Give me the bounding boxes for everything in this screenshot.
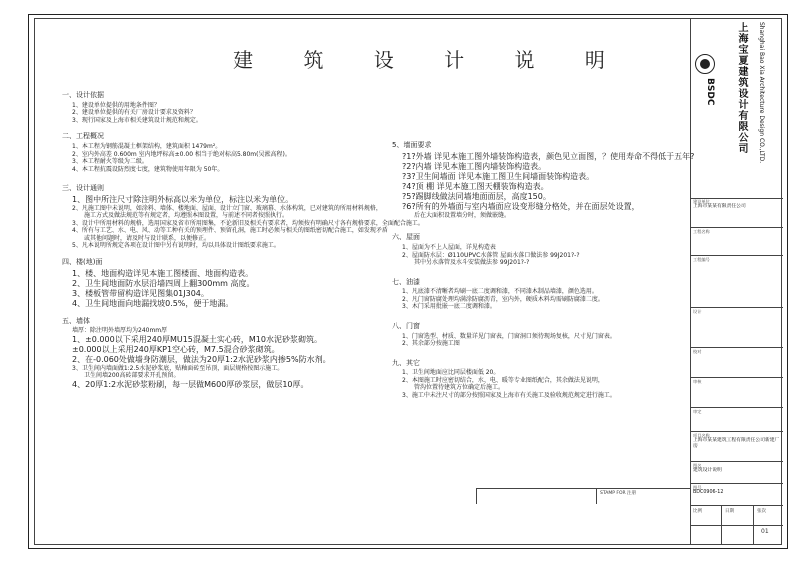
list-item: 2、屋面防水层：Ø110UPVC水落管 屋面水落口做法参 99J201?-? — [402, 251, 580, 259]
list-item: 2、卫生间地面防水层沿墙四周上翻300mm 高度。 — [72, 278, 255, 288]
drawing-number: BDC0906-12 — [693, 490, 724, 496]
list-item: 卫生间墙200高砖部要求开孔预留。 — [84, 372, 180, 380]
right-column — [392, 136, 695, 399]
list-item: 施工方式及做法规范等有规定者，均遵照本图设置，与前述不同者按照执行。 — [84, 212, 289, 220]
stamp-box-2 — [596, 488, 690, 504]
title-block — [690, 18, 782, 545]
tb-label: 审核 — [693, 379, 702, 384]
tb-value: 建筑设计说明 — [693, 468, 722, 474]
section-heading: 五、墙体 — [62, 316, 90, 325]
tb-label: 工程名称 — [693, 229, 710, 234]
section-heading: 一、设计依据 — [62, 91, 104, 99]
list-item: ?3?卫生间墙面 详见本施工图卫生间墙面装饰构造表。 — [402, 171, 595, 181]
list-item: 1、楼、地面构造详见本施工图楼面、地面构造表。 — [72, 268, 254, 278]
list-item: 2、在-0.060处做墙身防潮层，做法为20厚1:2水泥砂浆内掺5%防水剂。 — [72, 354, 331, 364]
list-item: 2、室内外高差 0.600m 室内地坪标高±0.00 相当于绝对标高5.80m(吴淞高程)。 — [72, 150, 291, 158]
section-heading: 5、墙面要求 — [392, 141, 432, 149]
list-item: 后在大面积设置墙分时，须做嵌缝。 — [414, 211, 511, 219]
tb-label: 图号 — [693, 485, 702, 490]
list-item: 2、建设单位提供的有关厂房设计要求及资料？ — [72, 109, 196, 117]
stamp-label: STAMP FOR 注册 — [600, 491, 637, 496]
company-name-en: Shanghai Bao Xia Architecture Design CO.,LTD. — [758, 22, 765, 164]
tb-label: 建设单位 — [693, 199, 710, 204]
section-heading: 九、其它 — [392, 358, 420, 367]
side-note — [17, 280, 27, 540]
list-item: ?4?顶 棚 详见本施工图天棚装饰构造表。 — [402, 181, 549, 191]
list-item: ?2?内墙 详见本施工图内墙装饰构造表。 — [402, 161, 547, 171]
list-item: 2、凡门窗防腐处理均满涂防腐沥青，室内外，硬质木料均需刷防腐漆二度。 — [402, 295, 604, 303]
list-item: ?6?所有的外墙面与室内墙面应设变形缝分格处，并在面层处设置， — [402, 201, 640, 211]
list-item: 3、施工中未注尺寸的部分按照国家及上海市有关施工及验收规范规定进行施工。 — [402, 391, 616, 399]
company-name-cn: 上海宝夏建筑设计有限公司 — [736, 22, 747, 154]
tb-row-drawing-no — [691, 484, 783, 506]
list-item: 1、凡底漆不清晰者均刷一底二度调和漆，不同漆木制品墙漆，颜色选用。 — [402, 288, 598, 296]
list-item: 管沟位置待建筑方位确定后施工。 — [414, 384, 505, 392]
list-item: 2、本图施工时应密切结合，水、电、暖等专业图纸配合，其余做法见说明， — [402, 376, 604, 384]
tb-label: 校对 — [693, 349, 702, 354]
list-item: 4、所有与工艺、水、电、风、动等工种有关的预埋件、预留孔洞，施工时必须与相关的图纸密切配合施工，如发现矛盾 — [72, 227, 388, 235]
logo-text: BSDC — [705, 78, 715, 106]
sheet-label: 张次 — [757, 509, 766, 514]
list-item: 3、卫生间内墙面做1:2.5水泥砂浆底，贴釉面砖至吊顶，面层规格按图示施工。 — [72, 364, 284, 372]
list-item: 4、20厚1:2水泥砂浆粉刷，每一层做M600厚砂浆层，做层10厚。 — [72, 379, 309, 389]
section-heading: 七、油漆 — [392, 277, 420, 286]
tb-row-project — [691, 228, 783, 256]
list-item: 3、设计中所用材料的规格，选用国家及省市所用图集，不论新旧及相关有要求者，均须按有明确尺寸各有规格要求，全面配合施工。 — [72, 219, 424, 227]
section-heading: 六、屋面 — [392, 233, 420, 242]
list-item: 1、建设单位提供的用地条件图？ — [72, 101, 160, 109]
list-item: 2、凡施工图中未说明，如涂料、墙体、楼地面、屋面、设计立门窗、玻璃幕、水体构筑，已对建筑的所用材料规格， — [72, 204, 382, 212]
list-item: 4、卫生间地面向地漏找坡0.5%，便于地漏。 — [72, 298, 234, 308]
page-title: 建 筑 设 计 说 明 — [233, 48, 627, 72]
cert-note — [719, 128, 729, 193]
list-item: 4、本工程抗震设防烈度七度，建筑物使用年限为 50年。 — [72, 165, 224, 173]
tb-label: 项目名称 — [693, 433, 710, 438]
list-item: 其中另水落管及水斗安装做法参 99J201?-? — [414, 259, 530, 266]
tb-row-approve — [691, 408, 783, 432]
section-heading: 四、楼(地)面 — [62, 257, 103, 266]
date-label: 日期 — [725, 509, 734, 514]
tb-label: 设计 — [693, 309, 702, 314]
list-item: 3、楼板管带留构造详见图集01J304。 — [72, 288, 209, 298]
list-item: 1、门窗选型、材质、数量详见门窗表，门窗洞口须待现场复核，尺寸见门窗表。 — [402, 332, 616, 340]
list-item: 3、木门采用批嵌一底二度调和漆。 — [402, 303, 496, 311]
section-heading: 八、门窗 — [392, 321, 420, 330]
list-item: ?5?踢脚线做法同墙地面面层，高度150。 — [402, 191, 551, 201]
list-item: ?1?外墙 详见本施工图外墙装饰构造表，颜色见立面图，？使用寿命不得低于五年? — [402, 151, 695, 161]
tb-row-check — [691, 348, 783, 378]
list-item: 1、卫生间地面应比同层楼面低 20。 — [402, 369, 500, 377]
tb-label: 工程编号 — [693, 257, 710, 262]
tb-label: 审定 — [693, 409, 702, 414]
list-item: 2、其余部分按施工图 — [402, 340, 460, 347]
list-item: 3、现行国家及上海市相关建筑设计规范和规定。 — [72, 116, 202, 124]
list-item: 3、本工程耐火等级为二级。 — [72, 158, 148, 165]
tb-row-project-name — [691, 432, 783, 462]
tb-row-client — [691, 198, 783, 228]
section-heading: 三、设计通则 — [62, 184, 104, 192]
logo-area — [691, 18, 783, 199]
list-item: 墙厚：除注明外墙厚均为240mm厚 — [72, 327, 168, 335]
list-item: ±0.000以上采用240厚KP1空心砖，M7.5混合砂浆砌筑。 — [72, 344, 280, 354]
list-item: 1、屋面为不上人屋面，详见构造表 — [402, 244, 496, 251]
section-heading: 二、工程概况 — [62, 132, 104, 141]
list-item: 1、图中所注尺寸除注明外标高以米为单位，标注以米为单位。 — [72, 194, 294, 204]
list-item: 1、本工程为钢筋混凝土框架结构，建筑面积 1479m²。 — [72, 143, 222, 150]
list-item: 1、±0.000以下采用240厚MU15混凝土实心砖，M10水泥砂浆砌筑。 — [72, 334, 322, 344]
list-item: 5、凡本说明所规定各项在设计图中另有说明时，均以具体设计图纸要求施工。 — [72, 242, 280, 250]
tb-bottom — [691, 506, 783, 545]
tb-value: 上海市某某有限责任公司 — [693, 204, 746, 210]
sheet-value: 01 — [761, 528, 769, 535]
scale-label: 比例 — [693, 509, 702, 514]
tb-row-review — [691, 378, 783, 408]
tb-row-design — [691, 308, 783, 348]
tb-value: 上海市某某建筑工程有限责任公司新建厂房 — [693, 438, 780, 449]
company-logo-icon — [695, 54, 715, 74]
list-item: 或其他问题时，请及时与设计联系，以便修正。 — [84, 234, 211, 242]
stamp-box-1 — [476, 488, 596, 504]
tb-row-drawing-title — [691, 462, 783, 484]
tb-row-projno — [691, 256, 783, 308]
tb-label: 图名 — [693, 463, 702, 468]
